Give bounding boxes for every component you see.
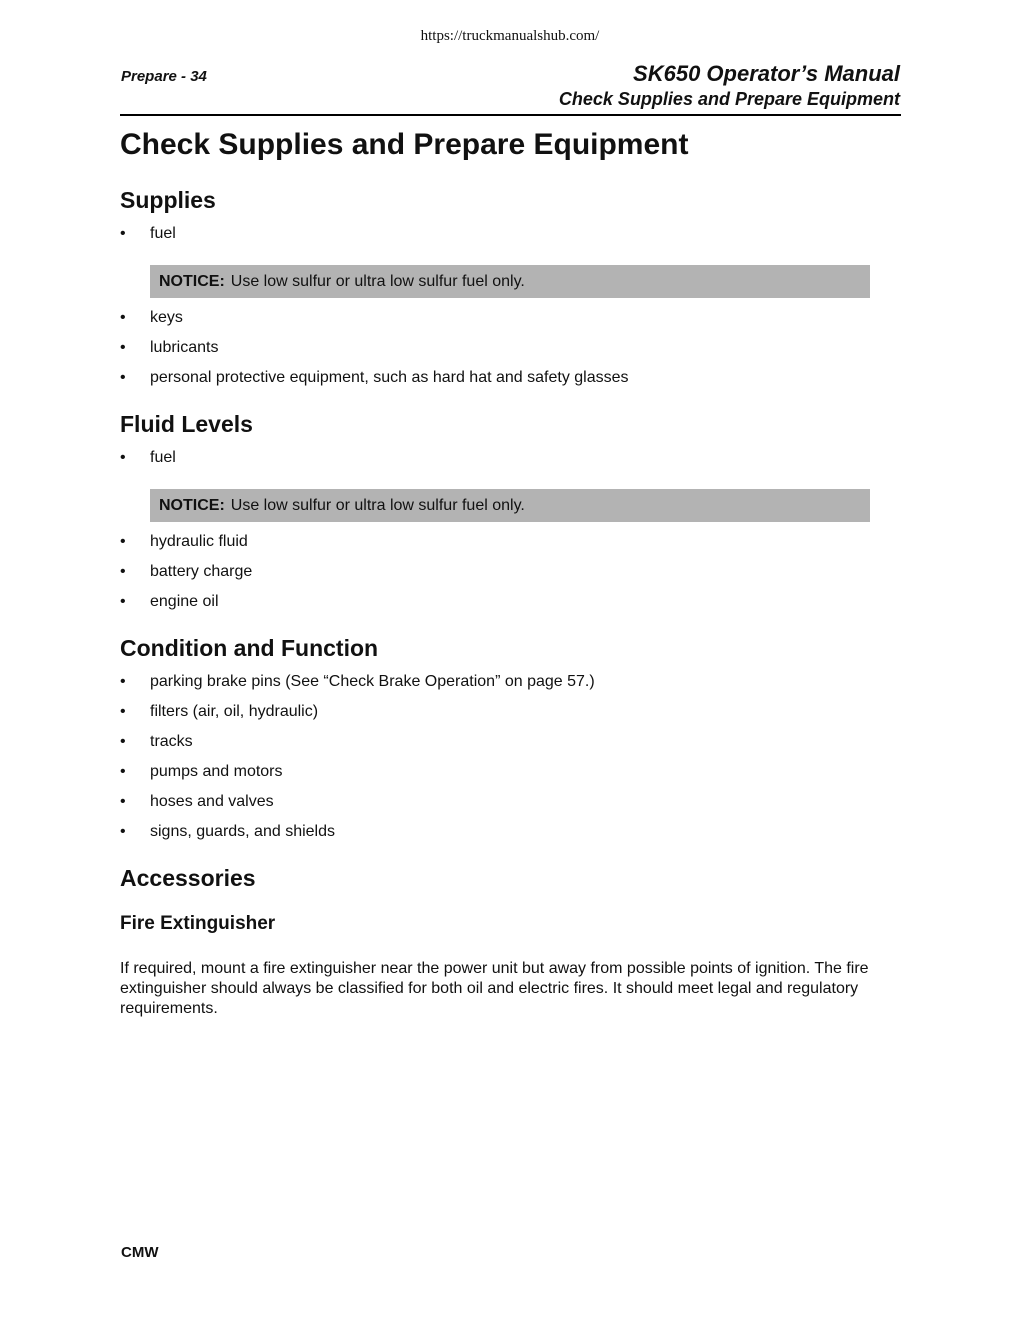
supplies-list-b <box>120 308 901 388</box>
fluid-levels-heading: Fluid Levels <box>120 411 253 437</box>
bullet-icon: • <box>120 733 126 750</box>
list-item: • pumps and motors <box>120 763 283 780</box>
accessories-section <box>120 864 901 1019</box>
section-title: Check Supplies and Prepare Equipment <box>558 89 900 109</box>
footer-label: CMW <box>121 1244 159 1261</box>
supplies-heading: Supplies <box>120 187 216 213</box>
header-divider <box>120 114 901 116</box>
bullet-icon: • <box>120 673 126 690</box>
bullet-icon: • <box>120 763 126 780</box>
list-item: • engine oil <box>120 593 219 610</box>
notice-box <box>150 265 870 298</box>
fluid-list-a <box>120 448 901 468</box>
bullet-icon: • <box>120 703 126 720</box>
bullet-icon: • <box>120 339 126 356</box>
list-item: • fuel <box>120 449 176 466</box>
fluid-list-b <box>120 532 901 612</box>
notice-text: Use low sulfur or ultra low sulfur fuel only. <box>230 497 525 514</box>
condition-heading: Condition and Function <box>120 635 379 661</box>
list-item: • filters (air, oil, hydraulic) <box>120 703 319 720</box>
list-item: • keys <box>120 309 183 326</box>
supplies-section <box>120 186 901 388</box>
list-item: • hoses and valves <box>120 793 274 810</box>
page-title: Check Supplies and Prepare Equipment <box>120 128 689 161</box>
list-item: • tracks <box>120 733 193 750</box>
notice-text: Use low sulfur or ultra low sulfur fuel only. <box>230 273 525 290</box>
bullet-icon: • <box>120 823 126 840</box>
notice-box <box>150 489 870 522</box>
bullet-icon: • <box>120 793 126 810</box>
bullet-icon: • <box>120 369 126 386</box>
supplies-list-a <box>120 224 901 244</box>
bullet-icon: • <box>120 449 126 466</box>
fire-extinguisher-paragraph: If required, mount a fire extinguisher near the power unit but away from possible points of ignition. The fire extinguisher should always be classified for both oil and electric fires. It should meet legal and regulatory requirements. <box>120 960 869 1017</box>
accessories-heading: Accessories <box>120 865 256 891</box>
bullet-icon: • <box>120 309 126 326</box>
list-item: • lubricants <box>120 339 219 356</box>
notice-label: NOTICE: <box>159 273 225 290</box>
bullet-icon: • <box>120 225 126 242</box>
source-url[interactable]: https://truckmanualshub.com/ <box>420 28 600 44</box>
fluid-levels-section <box>120 410 901 612</box>
bullet-icon: • <box>120 533 126 550</box>
notice-label: NOTICE: <box>159 497 225 514</box>
running-header <box>559 60 900 110</box>
list-item: • fuel <box>120 225 176 242</box>
page-number-label: Prepare - 34 <box>121 68 207 85</box>
condition-section <box>120 634 901 842</box>
fire-extinguisher-heading: Fire Extinguisher <box>120 913 276 934</box>
bullet-icon: • <box>120 593 126 610</box>
condition-list <box>120 672 901 842</box>
manual-title: SK650 Operator’s Manual <box>633 61 900 86</box>
list-item: • parking brake pins (See “Check Brake Operation” on page 57.) <box>120 673 595 690</box>
bullet-icon: • <box>120 563 126 580</box>
page-content <box>120 124 901 1035</box>
list-item: • personal protective equipment, such as hard hat and safety glasses <box>120 369 629 386</box>
list-item: • hydraulic fluid <box>120 533 248 550</box>
list-item: • signs, guards, and shields <box>120 823 335 840</box>
list-item: • battery charge <box>120 563 253 580</box>
